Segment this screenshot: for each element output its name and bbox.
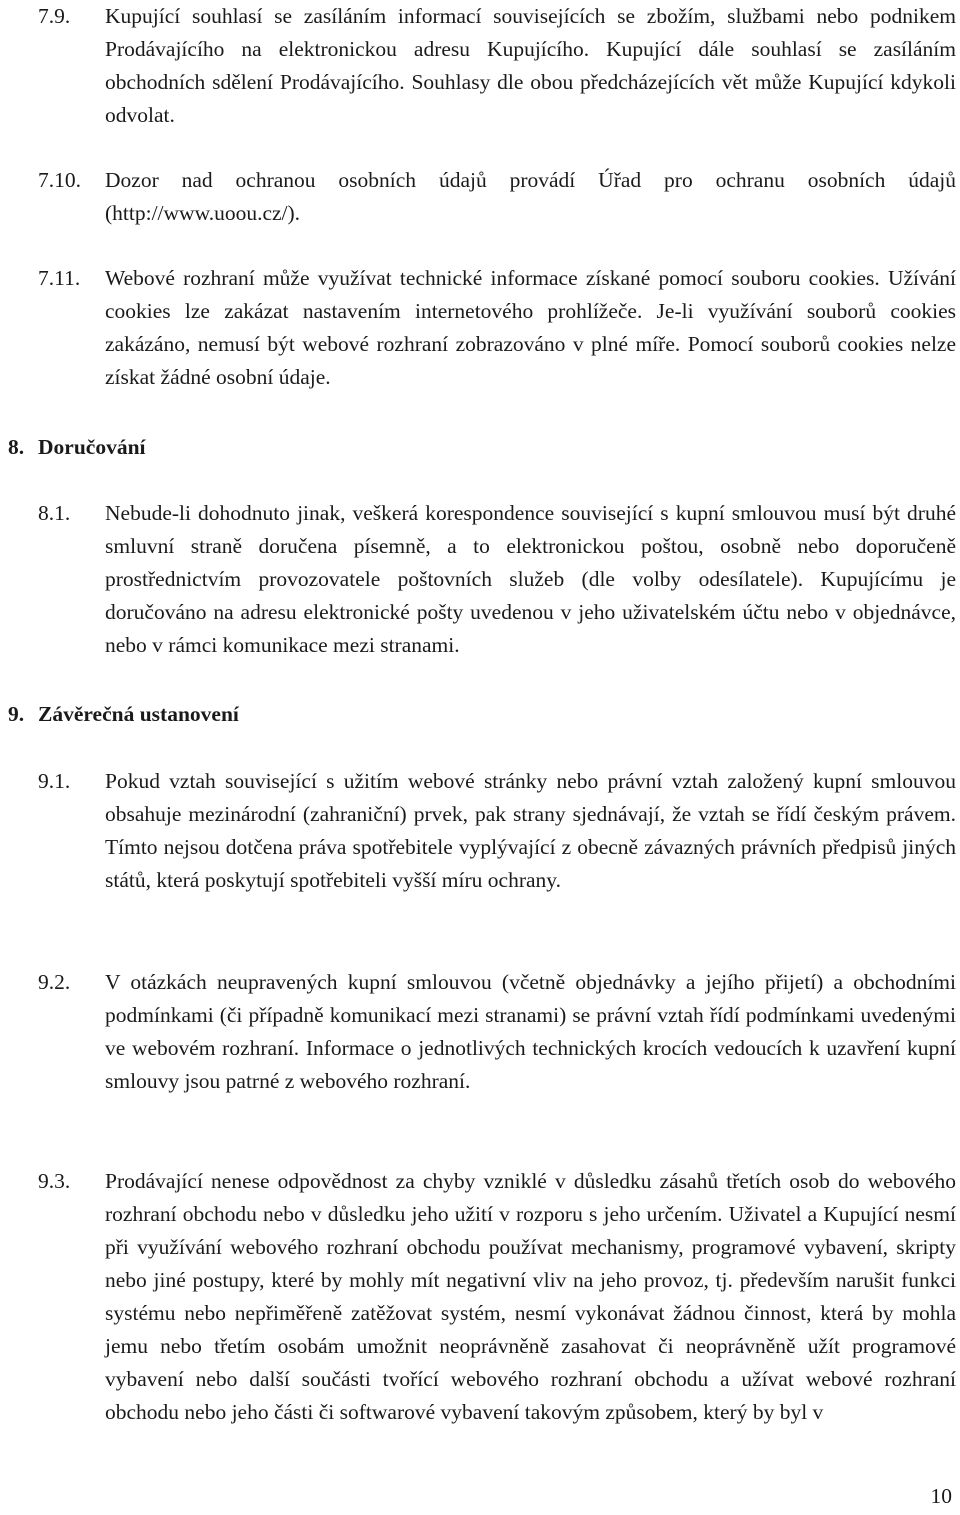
clause-text: V otázkách neupravených kupní smlouvou (včetně objednávky a jejího přijetí) a obchodními podmínkami (či případně komunikací mezi stranami) se právní vztah řídí podmínkami uvedenými ve webovém rozhraní. Informace o jednotlivých technických krocích vedoucích k uzavření kupní smlouvy jsou patrné z webového rozhraní.	[105, 970, 956, 1093]
section-title: Závěrečná ustanovení	[38, 702, 239, 726]
clause-7-10	[38, 164, 956, 230]
clause-number: 7.11.	[38, 266, 81, 290]
section-number: 9.	[8, 702, 25, 726]
clause-number: 9.3.	[38, 1169, 71, 1193]
clause-9-2	[38, 966, 956, 1098]
section-heading-9	[8, 698, 239, 731]
clause-number: 7.9.	[38, 4, 71, 28]
clause-7-9	[38, 0, 956, 132]
clause-text: Prodávající nenese odpovědnost za chyby vzniklé v důsledku zásahů třetích osob do webového rozhraní obchodu nebo v důsledku jeho užití v rozporu s jeho určením. Uživatel a Kupující nesmí při využívání webového rozhraní obchodu používat mechanismy, programové vybavení, skripty nebo jiné postupy, které by mohly mít negativní vliv na jeho provoz, tj. především narušit funkci systému nebo nepřiměřeně zatěžovat systém, nesmí vykonávat žádnou činnost, která by mohla jemu nebo třetím osobám umožnit neoprávněně zasahovat či neoprávněně užít programové vybavení nebo další součásti tvořící webového rozhraní obchodu a užívat webové rozhraní obchodu nebo jeho části či softwarové vybavení takovým způsobem, který by byl v	[105, 1169, 956, 1424]
clause-number: 9.2.	[38, 970, 71, 994]
clause-number: 7.10.	[38, 168, 81, 192]
clause-9-3	[38, 1165, 956, 1429]
clause-text: Dozor nad ochranou osobních údajů provádí Úřad pro ochranu osobních údajů (http://www.uoou.cz/).	[105, 168, 956, 225]
section-heading-8	[8, 431, 146, 464]
clause-7-11	[38, 262, 956, 394]
clause-9-1	[38, 765, 956, 897]
clause-number: 8.1.	[38, 501, 71, 525]
section-number: 8.	[8, 435, 25, 459]
clause-text: Pokud vztah související s užitím webové stránky nebo právní vztah založený kupní smlouvou obsahuje mezinárodní (zahraniční) prvek, pak strany sjednávají, že vztah se řídí českým právem. Tímto nejsou dotčena práva spotřebitele vyplývající z obecně závazných právních předpisů jiných států, která poskytují spotřebiteli vyšší míru ochrany.	[105, 769, 956, 892]
clause-text: Kupující souhlasí se zasíláním informací souvisejících se zbožím, službami nebo podnikem Prodávajícího na elektronickou adresu Kupujícího. Kupující dále souhlasí se zasíláním obchodních sdělení Prodávajícího. Souhlasy dle obou předcházejících vět může Kupující kdykoli odvolat.	[105, 4, 956, 127]
page-number: 10	[930, 1484, 952, 1508]
section-title: Doručování	[38, 435, 146, 459]
clause-text: Webové rozhraní může využívat technické informace získané pomocí souboru cookies. Užívání cookies lze zakázat nastavením internetového prohlížeče. Je-li využívání souborů cookies zakázáno, nemusí být webové rozhraní zobrazováno v plné míře. Pomocí souborů cookies nelze získat žádné osobní údaje.	[105, 266, 956, 389]
clause-8-1	[38, 497, 956, 662]
clause-number: 9.1.	[38, 769, 71, 793]
clause-text: Nebude-li dohodnuto jinak, veškerá korespondence související s kupní smlouvou musí být druhé smluvní straně doručena písemně, a to elektronickou poštou, osobně nebo doporučeně prostřednictvím provozovatele poštovních služeb (dle volby odesílatele). Kupujícímu je doručováno na adresu elektronické pošty uvedenou v jeho uživatelském účtu nebo v objednávce, nebo v rámci komunikace mezi stranami.	[105, 501, 956, 657]
